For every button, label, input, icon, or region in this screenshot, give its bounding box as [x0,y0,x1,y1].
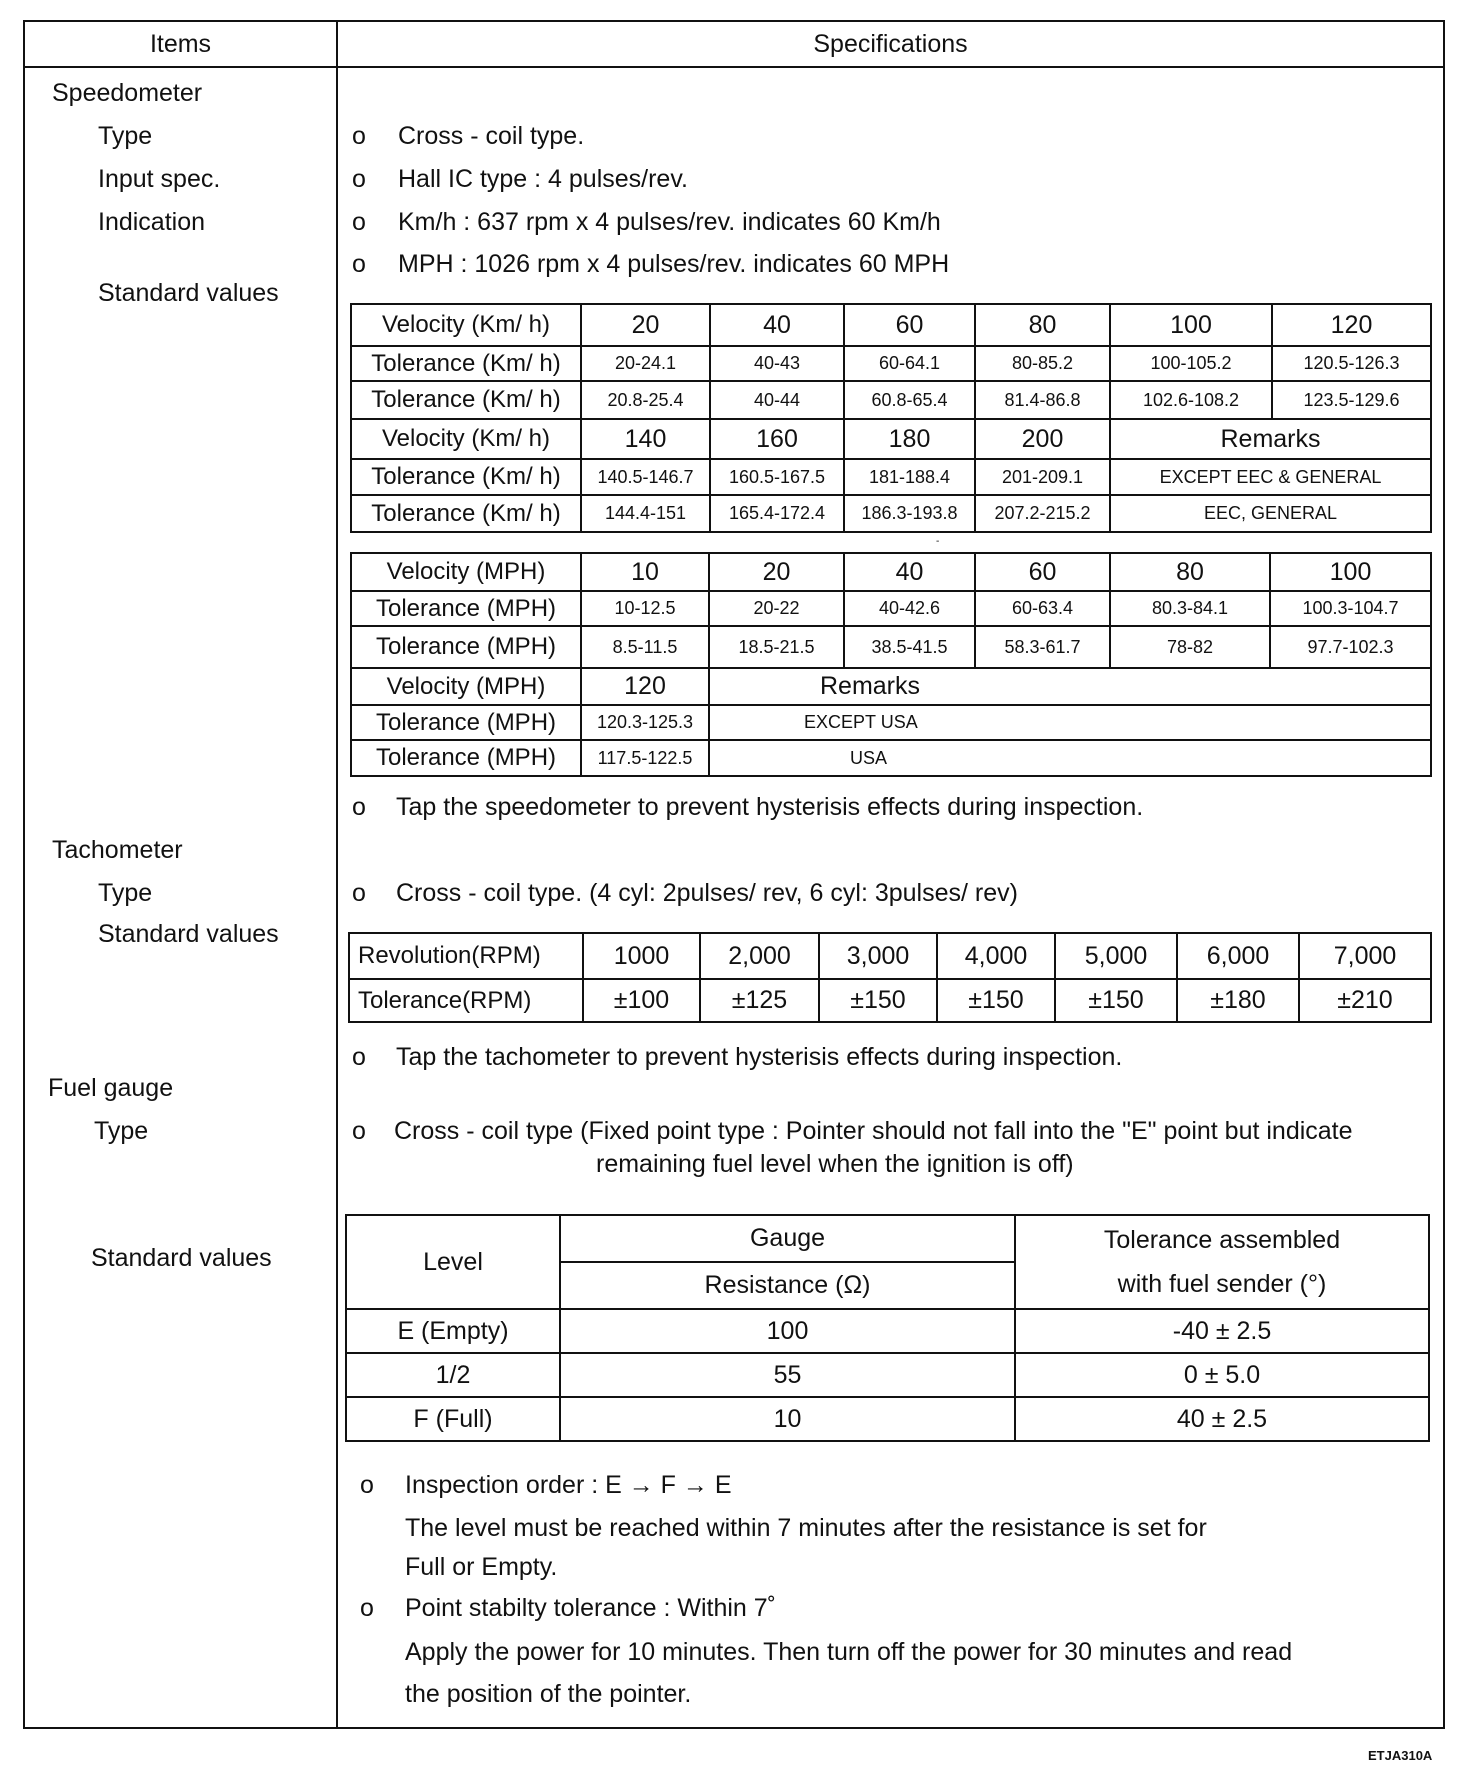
speedometer-input-text: Hall IC type : 4 pulses/rev. [398,165,688,193]
tolerance-value: 0 ± 5.0 [1015,1353,1429,1397]
fuel-type-text-line1: Cross - coil type (Fixed point type : Pointer should not fall into the "E" point but indicate [394,1117,1353,1145]
tolerance-value: ±210 [1299,979,1431,1022]
stability-note-line2: the position of the pointer. [405,1680,692,1708]
tolerance-value: ±125 [700,979,819,1022]
table-row [351,591,1431,626]
remarks-label: Remarks [709,668,1431,705]
velocity-value: 20 [709,553,844,591]
inspection-order: Inspection order : E → F → E [405,1471,732,1499]
level-value: 1/2 [346,1353,560,1397]
section-title-tachometer: Tachometer [52,836,183,864]
bullet-icon: o [360,1594,374,1622]
col-tolerance-line2: with fuel sender (°) [1117,1270,1327,1298]
tolerance-value: ±150 [937,979,1055,1022]
table-row [351,553,1431,591]
tolerance-value: -40 ± 2.5 [1015,1309,1429,1353]
tolerance-value: 38.5-41.5 [844,626,975,668]
tolerance-value: 40 ± 2.5 [1015,1397,1429,1441]
table-row [349,979,1431,1022]
inspection-note-line2: Full or Empty. [405,1553,558,1581]
resistance-value: 10 [560,1397,1015,1441]
speedometer-kmh-table [350,303,1432,533]
col-gauge: Gauge [560,1215,1015,1262]
speedometer-mph-table [350,552,1432,777]
bullet-icon: o [352,793,366,821]
level-value: E (Empty) [346,1309,560,1353]
label-input-spec: Input spec. [98,165,221,193]
table-row [351,346,1431,381]
tolerance-value: 100-105.2 [1110,346,1272,381]
tolerance-value: 120.5-126.3 [1272,346,1431,381]
column-divider [336,20,338,1729]
indication-kmh-text: Km/h : 637 rpm x 4 pulses/rev. indicates 60 Km/h [398,208,941,236]
col-tolerance [1015,1215,1429,1309]
revolution-value: 2,000 [700,933,819,979]
resistance-value: 55 [560,1353,1015,1397]
table-row [351,705,1431,740]
tolerance-value: 186.3-193.8 [844,495,975,532]
bullet-icon: o [352,1043,366,1071]
header-divider [23,66,1445,68]
tolerance-value: 144.4-151 [581,495,710,532]
velocity-value: 200 [975,419,1110,459]
velocity-value: 20 [581,304,710,346]
tolerance-value: 40-42.6 [844,591,975,626]
level-value: F (Full) [346,1397,560,1441]
tolerance-label: Tolerance (MPH) [351,740,581,776]
table-row [346,1309,1429,1353]
scan-artifact: - [936,536,940,547]
tolerance-value: 60-63.4 [975,591,1110,626]
velocity-value: 140 [581,419,710,459]
velocity-label: Velocity (MPH) [351,668,581,705]
revolution-value: 3,000 [819,933,937,979]
stability-note-line1: Apply the power for 10 minutes. Then turn off the power for 30 minutes and read [405,1638,1293,1666]
table-row [346,1397,1429,1441]
figure-code: ETJA310A [1368,1748,1433,1763]
velocity-value: 10 [581,553,709,591]
tolerance-value: 160.5-167.5 [710,459,844,495]
tolerance-value: 120.3-125.3 [581,705,709,740]
revolution-value: 4,000 [937,933,1055,979]
table-row [351,740,1431,776]
tolerance-label: Tolerance (Km/ h) [351,495,581,532]
table-row [351,419,1431,459]
col-tolerance-line1: Tolerance assembled [1103,1226,1341,1254]
tolerance-label: Tolerance (MPH) [351,591,581,626]
tolerance-value: 100.3-104.7 [1270,591,1431,626]
tachometer-note: Tap the tachometer to prevent hysterisis effects during inspection. [396,1043,1123,1071]
table-row [351,626,1431,668]
remark-value: EEC, GENERAL [1110,495,1431,532]
tolerance-value: 123.5-129.6 [1272,381,1431,419]
label-standard-values: Standard values [98,279,279,307]
tachometer-table [348,932,1432,1023]
tachometer-type-text: Cross - coil type. (4 cyl: 2pulses/ rev, 6 cyl: 3pulses/ rev) [396,879,1018,907]
velocity-value: 120 [581,668,709,705]
tolerance-label: Tolerance (Km/ h) [351,381,581,419]
tolerance-label: Tolerance (MPH) [351,626,581,668]
table-row [351,459,1431,495]
tolerance-value: 20-24.1 [581,346,710,381]
velocity-value: 160 [710,419,844,459]
velocity-value: 80 [975,304,1110,346]
table-row [351,668,1431,705]
table-row [346,1353,1429,1397]
indication-mph-text: MPH : 1026 rpm x 4 pulses/rev. indicates 60 MPH [398,250,950,278]
bullet-icon: o [352,122,366,150]
inspection-note-line1: The level must be reached within 7 minutes after the resistance is set for [405,1514,1207,1542]
revolution-value: 6,000 [1177,933,1299,979]
bullet-icon: o [352,165,366,193]
label-type: Type [98,122,153,150]
velocity-label: Velocity (Km/ h) [351,304,581,346]
velocity-value: 80 [1110,553,1270,591]
tolerance-value: ±180 [1177,979,1299,1022]
tolerance-value: 140.5-146.7 [581,459,710,495]
velocity-label: Velocity (MPH) [351,553,581,591]
tolerance-value: 58.3-61.7 [975,626,1110,668]
tolerance-value: 117.5-122.5 [581,740,709,776]
tolerance-value: 20.8-25.4 [581,381,710,419]
bullet-icon: o [352,1117,366,1145]
tolerance-value: 8.5-11.5 [581,626,709,668]
tolerance-value: 18.5-21.5 [709,626,844,668]
velocity-value: 120 [1272,304,1431,346]
stability-tolerance: Point stabilty tolerance : Within 7˚ [405,1594,776,1622]
tolerance-label: Tolerance(RPM) [349,979,583,1022]
header-items: Items [149,30,212,58]
bullet-icon: o [352,208,366,236]
tolerance-value: ±150 [1055,979,1177,1022]
tolerance-value: 207.2-215.2 [975,495,1110,532]
speedometer-note: Tap the speedometer to prevent hysterisis effects during inspection. [396,793,1144,821]
tolerance-value: 10-12.5 [581,591,709,626]
table-row [349,933,1431,979]
tolerance-value: 102.6-108.2 [1110,381,1272,419]
section-title-fuel-gauge: Fuel gauge [48,1074,174,1102]
speedometer-type-text: Cross - coil type. [398,122,585,150]
header-specifications: Specifications [813,30,968,58]
revolution-label: Revolution(RPM) [349,933,583,979]
velocity-value: 60 [975,553,1110,591]
fuel-type-text-line2: remaining fuel level when the ignition is off) [596,1150,1074,1178]
velocity-value: 40 [710,304,844,346]
tolerance-value: 165.4-172.4 [710,495,844,532]
tolerance-value: 78-82 [1110,626,1270,668]
tolerance-value: 80.3-84.1 [1110,591,1270,626]
tolerance-value: ±100 [583,979,700,1022]
bullet-icon: o [352,879,366,907]
velocity-value: 180 [844,419,975,459]
tolerance-value: 40-44 [710,381,844,419]
remarks-label: Remarks [1110,419,1431,459]
remark-value: USA [709,740,1431,776]
bullet-icon: o [352,250,366,278]
tolerance-value: 40-43 [710,346,844,381]
label-standard-values: Standard values [91,1244,272,1272]
tolerance-label: Tolerance (Km/ h) [351,459,581,495]
tolerance-value: 60.8-65.4 [844,381,975,419]
tolerance-value: ±150 [819,979,937,1022]
label-standard-values: Standard values [98,920,279,948]
revolution-value: 7,000 [1299,933,1431,979]
tolerance-value: 97.7-102.3 [1270,626,1431,668]
label-indication: Indication [98,208,206,236]
tolerance-label: Tolerance (MPH) [351,705,581,740]
velocity-value: 100 [1110,304,1272,346]
tolerance-value: 201-209.1 [975,459,1110,495]
col-level: Level [346,1215,560,1309]
fuel-gauge-table [345,1214,1430,1442]
revolution-value: 1000 [583,933,700,979]
table-row [351,495,1431,532]
velocity-value: 100 [1270,553,1431,591]
col-resistance: Resistance (Ω) [560,1262,1015,1309]
tolerance-value: 181-188.4 [844,459,975,495]
table-row [351,381,1431,419]
velocity-label: Velocity (Km/ h) [351,419,581,459]
table-row [346,1215,1429,1262]
label-type: Type [94,1117,149,1145]
tolerance-value: 60-64.1 [844,346,975,381]
revolution-value: 5,000 [1055,933,1177,979]
remark-value: EXCEPT EEC & GENERAL [1110,459,1431,495]
tolerance-value: 20-22 [709,591,844,626]
remark-value: EXCEPT USA [709,705,1431,740]
resistance-value: 100 [560,1309,1015,1353]
tolerance-value: 80-85.2 [975,346,1110,381]
bullet-icon: o [360,1471,374,1499]
section-title-speedometer: Speedometer [52,79,203,107]
tolerance-label: Tolerance (Km/ h) [351,346,581,381]
velocity-value: 60 [844,304,975,346]
label-type: Type [98,879,153,907]
table-row [351,304,1431,346]
tolerance-value: 81.4-86.8 [975,381,1110,419]
velocity-value: 40 [844,553,975,591]
